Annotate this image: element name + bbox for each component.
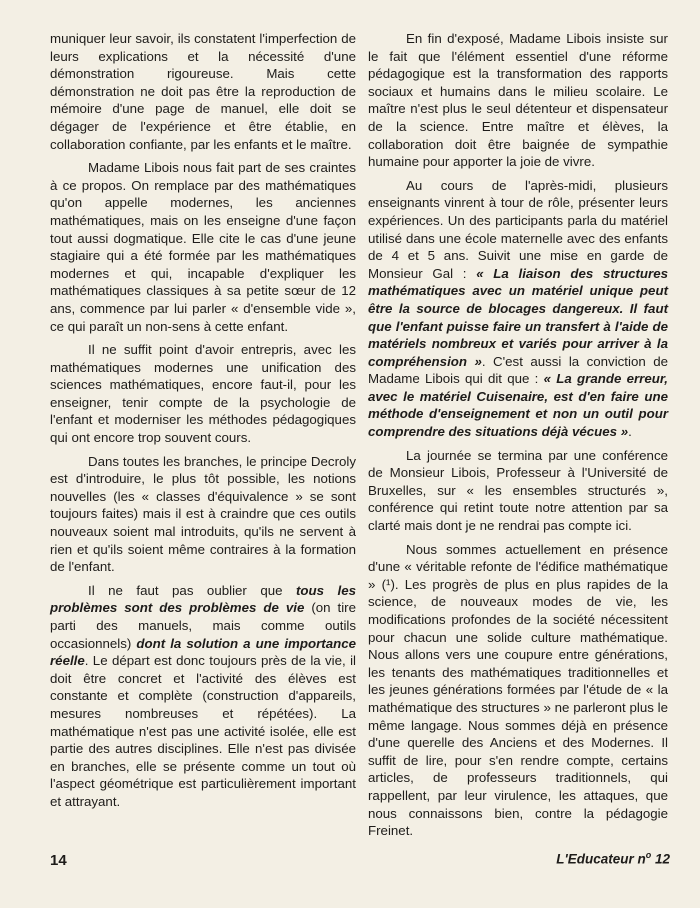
issue-superscript: o	[645, 850, 652, 860]
paragraph	[50, 582, 356, 811]
emphasized-text: « La liaison des structures mathématiques avec un matériel unique peut être la source de blocages dangereux. Il faut que l'enfant puisse faire un transfert à l'aide de matériels nombreux et variés pour arriver à la compréhension »	[368, 265, 668, 369]
text-run: Au cours de l'après-midi, plusieurs enseignants vinrent à tour de rôle, présenter leurs expériences. Un des participants parla du matériel utilisé dans une école maternelle avec des enfants de 4 et 5 ans. Suivit une mise en garde de Monsieur Gal :	[368, 177, 668, 281]
paragraph	[368, 30, 668, 171]
paragraph	[50, 453, 356, 576]
right-column	[368, 30, 668, 840]
text-run: Il ne faut pas oublier que	[88, 582, 296, 598]
text-run: En fin d'exposé, Madame Libois insiste sur le fait que l'élément essentiel d'une réforme pédagogique est la transformation des rapports sociaux et humains dans le milieu scolaire. Le maître n'est plus le seul détenteur et dispensateur de la science. Entre maître et élèves, la collaboration doit être baignée de sympathie humaine pour apporter la joie de vivre.	[368, 31, 668, 170]
text-run: . C'est aussi la conviction de Madame Libois qui dit que :	[368, 353, 668, 387]
paragraph	[368, 177, 668, 441]
text-run: muniquer leur savoir, ils constatent l'imperfection de leurs explications et la nécessité d'une démonstration rigoureuse. Mais cette démonstration ne doit pas être la reproduction de mémoire d'une page de manuel, elle doit se dégager de l'expérience et être établie, en collaboration confiante, par les enfants et le maître.	[50, 31, 356, 152]
paragraph	[368, 541, 668, 840]
left-column	[50, 30, 356, 811]
text-run: Dans toutes les branches, le principe Decroly est d'introduire, le plus tôt possible, les notions nouvelles (les « classes d'équivalence » se sont toujours faites) mais il est à craindre que ces outils nouveaux soient mal introduits, qu'ils ne servent à rien et qu'ils soient même contraires à la formation de l'enfant.	[50, 453, 356, 575]
text-run: Madame Libois nous fait part de ses craintes à ce propos. On remplace par des mathématiques qu'on appelle modernes, les anciennes mathématiques, mais on les enseigne d'une façon tout aussi dogmatique. Elle cite le cas d'une jeune stagiaire qui a été formée par les mathématiques modernes et qui, incapable d'expliquer les mathématiques classiques à sa petite sœur de 12 ans, commence par lui parler « d'ensemble vide », ce qui paraît un non-sens à cette enfant.	[50, 160, 356, 334]
text-run: . Le départ est donc toujours près de la vie, il doit être concret et l'activité des élèves est constante et complète (construction d'appareils, mesures nombreuses et répétées). La mathématique n'est pas une activité isolée, elle est partie des autres disciplines. Elle n'est pas divisée en branches, elle se présente comme un tout où l'aspect géométrique est particulièrement important et attrayant.	[50, 653, 356, 809]
emphasized-text: dont la solution a une importance réelle	[50, 635, 357, 669]
paragraph	[50, 341, 356, 447]
text-run: .	[628, 424, 632, 440]
journal-footer	[556, 850, 670, 867]
text-run: (on tire parti des manuels, mais comme outils occasionnels)	[50, 600, 356, 651]
issue-number: 12	[651, 851, 670, 867]
paragraph	[50, 30, 356, 153]
emphasized-text: tous les problèmes sont des problèmes de vie	[50, 582, 357, 616]
journal-name: L'Educateur n	[556, 851, 646, 867]
paragraph	[368, 447, 668, 535]
text-run: Nous sommes actuellement en présence d'une « véritable refonte de l'édifice mathématique » (¹). Les progrès de plus en plus rapides de la science, de nouveaux modes de vie, les modifications profondes de la société nécessitent pour chacun une solide culture mathématique. Nous allons vers une coupure entre générations, les tenants des mathématiques traditionnelles et les jeunes générations formées par l'étude de « la mathématique des structures » ne parleront plus le même langage. Nous sommes déjà en présence d'une querelle des Anciens et des Modernes. Il suffit de lire, pour s'en rendre compte, certains articles, de professeurs traditionnels, qui rappellent, par leur virulence, les attaques, que nous connaissons bien, contre la pédagogie Freinet.	[368, 541, 668, 839]
emphasized-text: « La grande erreur, avec le matériel Cuisenaire, est d'en faire une méthode d'enseignement et non un outil pour comprendre des situations déjà vécues »	[368, 371, 668, 440]
page-number: 14	[50, 852, 67, 869]
text-run: La journée se termina par une conférence de Monsieur Libois, Professeur à l'Université de Bruxelles, sur « les ensembles structurés », conférence qui retint toute notre attention par sa clarté mais dont je ne rendrai pas compte ici.	[368, 447, 668, 534]
paragraph	[50, 159, 356, 335]
text-run: Il ne suffit point d'avoir entrepris, avec les mathématiques modernes une unification des sciences mathématiques, encore faut-il, pour les enseigner, tenir compte de la psychologie de l'enfant et moderniser les méthodes pédagogiques qui ont encore trop souvent cours.	[50, 342, 356, 446]
